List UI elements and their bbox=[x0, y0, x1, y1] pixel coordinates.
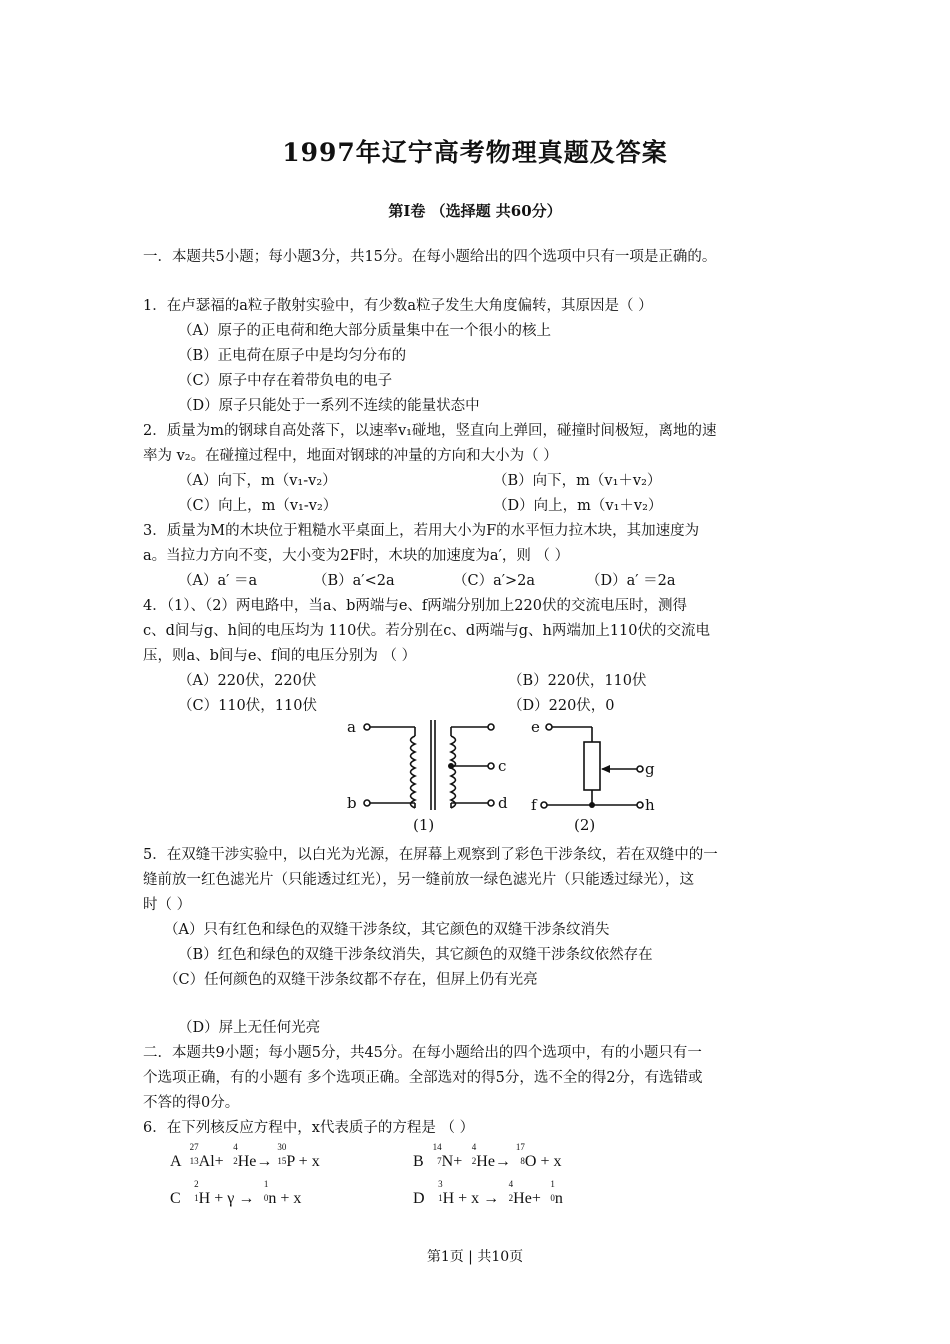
q4-stem-line2: c、d间与g、h间的电压均为 110伏。若分别在c、d两端与g、h两端加上110伏的交流电 bbox=[143, 623, 711, 639]
arrow-icon: → bbox=[494, 1153, 511, 1170]
q2-stem-line1: 2．质量为m的钢球自高处落下，以速率v₁碰地，竖直向上弹回，碰撞时间极短，离地的速 bbox=[143, 423, 717, 439]
q3-option-c: （C）a′>2a bbox=[453, 573, 536, 589]
caption-2: (2) bbox=[574, 816, 596, 834]
q5-option-a: （A）只有红色和绿色的双缝干涉条纹，其它颜色的双缝干涉条纹消失 bbox=[164, 922, 610, 938]
q4-stem-line1: 4．（1）、（2）两电路中，当a、b两端与e、f两端分别加上220伏的交流电压时，测得 bbox=[143, 598, 687, 614]
label-b: b bbox=[347, 794, 357, 812]
page-title: 1997年辽宁高考物理真题及答案 bbox=[282, 138, 668, 167]
q3-stem-line1: 3．质量为M的木块位于粗糙水平桌面上，若用大小为F的水平恒力拉木块，其加速度为 bbox=[143, 523, 700, 539]
junction-node bbox=[589, 802, 595, 808]
q1-option-d: （D）原子只能处于一系列不连续的能量状态中 bbox=[178, 398, 480, 414]
q5-stem-line3: 时（ ） bbox=[143, 897, 192, 913]
q5-option-b: （B）红色和绿色的双缝干涉条纹消失，其它颜色的双缝干涉条纹依然存在 bbox=[178, 947, 653, 963]
q4-option-d: （D）220伏，0 bbox=[508, 698, 615, 714]
label-c: c bbox=[498, 757, 507, 775]
label-h: h bbox=[645, 796, 655, 814]
caption-1: (1) bbox=[413, 816, 435, 834]
q2-stem-line2: 率为 v₂。在碰撞过程中，地面对钢球的冲量的方向和大小为（ ） bbox=[143, 448, 558, 464]
q1-option-a: （A）原子的正电荷和绝大部分质量集中在一个很小的核上 bbox=[178, 323, 551, 339]
section-subtitle: 第Ⅰ卷 （选择题 共60分） bbox=[388, 202, 562, 220]
q4-circuit-figure bbox=[340, 714, 680, 836]
q3-stem-line2: a。当拉力方向不变，大小变为2F时，木块的加速度为a′，则 （ ） bbox=[143, 548, 570, 564]
label-e: e bbox=[531, 718, 540, 736]
section2-line3: 不答的得0分。 bbox=[143, 1095, 240, 1111]
q2-option-a: （A）向下，m（v₁-v₂） bbox=[178, 473, 337, 489]
q1-stem: 1．在卢瑟福的a粒子散射实验中，有少数a粒子发生大角度偏转，其原因是（ ） bbox=[143, 298, 653, 314]
q1-option-b: （B）正电荷在原子中是均匀分布的 bbox=[178, 348, 407, 364]
q5-stem-line2: 缝前放一红色滤光片（只能透过红光），另一缝前放一绿色滤光片（只能透过绿光），这 bbox=[143, 872, 694, 888]
q6-option-a: A 27 13 Al+ 4 2 He→ 30 15 P + x bbox=[170, 1142, 320, 1170]
label-g: g bbox=[645, 760, 655, 778]
q2-option-c: （C）向上，m（v₁-v₂） bbox=[178, 498, 338, 514]
q5-stem-line1: 5．在双缝干涉实验中，以白光为光源，在屏幕上观察到了彩色干涉条纹，若在双缝中的一 bbox=[143, 847, 718, 863]
section2-line2: 个选项正确，有的小题有 多个选项正确。全部选对的得5分，选不全的得2分，有选错或 bbox=[143, 1070, 703, 1086]
q3-option-a: （A）a′ ＝a bbox=[178, 573, 258, 589]
section2-line1: 二．本题共9小题；每小题5分，共45分。在每小题给出的四个选项中，有的小题只有一 bbox=[143, 1045, 702, 1061]
q2-option-d: （D）向上，m（v₁＋v₂） bbox=[493, 498, 663, 514]
label-a: a bbox=[347, 718, 356, 736]
label-f: f bbox=[531, 796, 537, 814]
q4-option-a: （A）220伏，220伏 bbox=[178, 673, 317, 689]
q1-option-c: （C）原子中存在着带负电的电子 bbox=[178, 373, 393, 389]
section1-instructions: 一．本题共5小题；每小题3分，共15分。在每小题给出的四个选项中只有一项是正确的。 bbox=[143, 249, 717, 265]
tap-node bbox=[448, 763, 454, 769]
arrow-icon: → bbox=[483, 1190, 500, 1207]
slider-arrow bbox=[601, 765, 610, 773]
label-d: d bbox=[498, 794, 508, 812]
q2-option-b: （B）向下，m（v₁＋v₂） bbox=[493, 473, 662, 489]
q6-option-c: C 2 1 H + γ → 1 0 n + x bbox=[170, 1179, 302, 1207]
q4-option-c: （C）110伏，110伏 bbox=[178, 698, 317, 714]
arrow-icon: → bbox=[238, 1190, 255, 1207]
q3-option-b: （B）a′<2a bbox=[313, 573, 395, 589]
q5-option-c: （C）任何颜色的双缝干涉条纹都不存在，但屏上仍有光亮 bbox=[164, 972, 538, 988]
page-footer: 第1页 | 共10页 bbox=[426, 1249, 524, 1265]
arrow-icon: → bbox=[256, 1153, 273, 1170]
q6-option-d: D 3 1 H + x → 4 2 He+ 1 0 n bbox=[413, 1179, 563, 1207]
q6-option-b: B 14 7 N+ 4 2 He→ 17 8 O + x bbox=[413, 1142, 562, 1170]
q6-stem: 6．在下列核反应方程中，x代表质子的方程是 （ ） bbox=[143, 1120, 475, 1136]
q4-stem-line3: 压，则a、b间与e、f间的电压分别为 （ ） bbox=[143, 648, 417, 664]
q4-option-b: （B）220伏，110伏 bbox=[508, 673, 647, 689]
isotope-sup-sub: 27 13 bbox=[189, 1142, 199, 1166]
q3-option-d: （D）a′ ＝2a bbox=[586, 573, 676, 589]
q5-option-d: （D）屏上无任何光亮 bbox=[178, 1020, 321, 1036]
